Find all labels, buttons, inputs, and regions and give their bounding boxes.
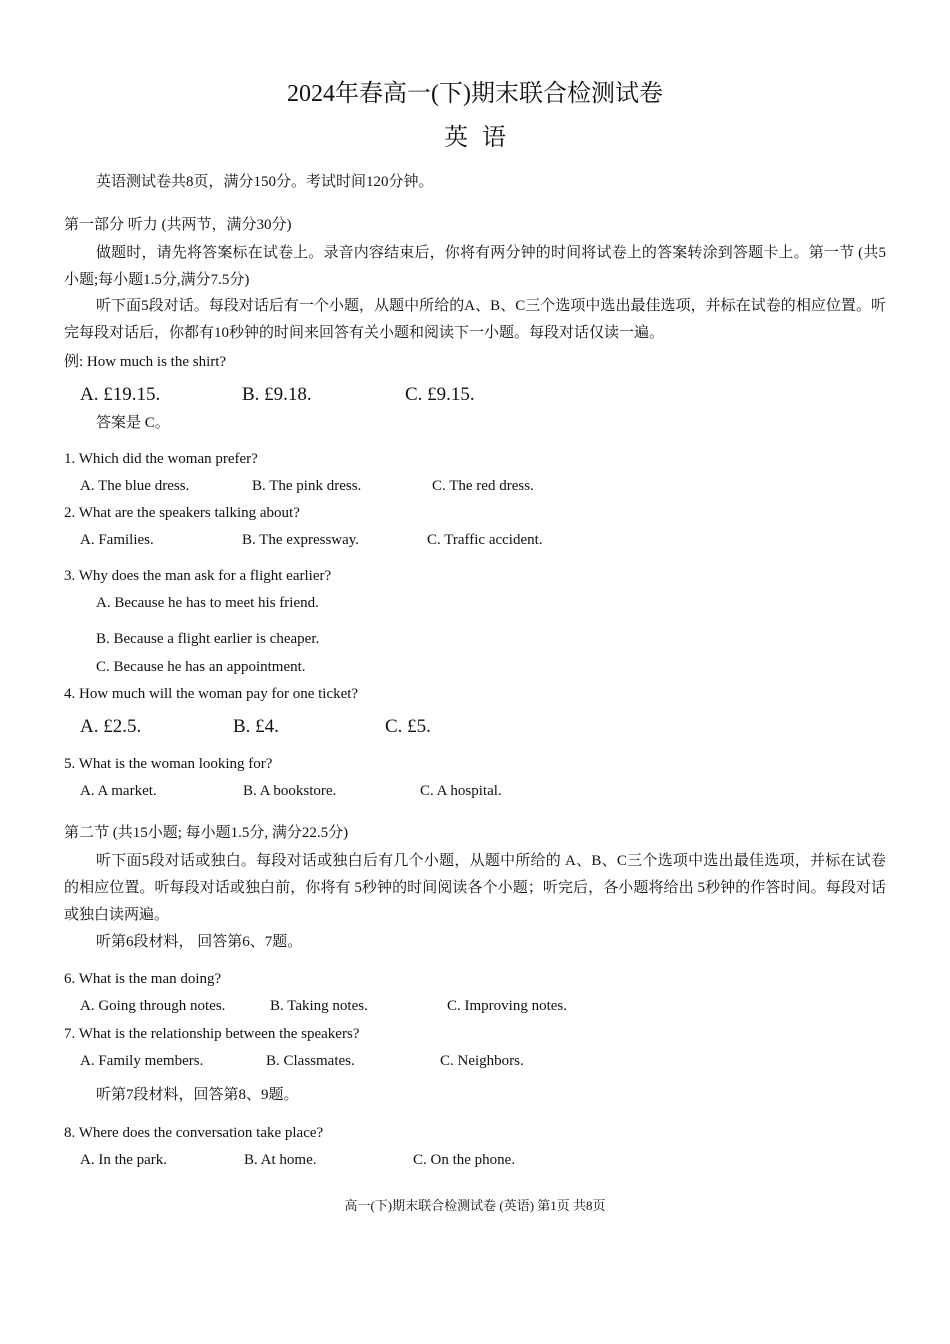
q2-option-b: B. The expressway. bbox=[242, 532, 360, 548]
q8-option-b: B. At home. bbox=[244, 1152, 317, 1168]
part2-instruction: 听下面5段对话或独白。每段对话或独白后有几个小题，从题中所给的 A、B、C三个选项中选出最佳选项，并标在试卷的相应位置。听每段对话或独白前，你将有 5秒钟的时间阅读各个小题；听完后，各小题将给出 5秒钟的作答时间。每段对话或独白读两遍。 bbox=[64, 853, 886, 923]
part1-instruction: 做题时，请先将答案标在试卷上。录音内容结束后，你将有两分钟的时间将试卷上的答案转涂到答题卡上。第一节 (共5小题;每小题1.5分,满分7.5分) bbox=[64, 245, 886, 288]
question-6: 6. What is the man doing? bbox=[64, 971, 222, 987]
question-2: 2. What are the speakers talking about? bbox=[64, 505, 300, 521]
part2-heading: 第二节 (共15小题; 每小题1.5分, 满分22.5分) bbox=[64, 825, 349, 841]
q2-option-c: C. Traffic accident. bbox=[427, 532, 543, 548]
example-option-c: C. £9.15. bbox=[405, 384, 475, 405]
q4-option-a: A. £2.5. bbox=[80, 716, 142, 737]
example-answer: 答案是 C。 bbox=[96, 415, 170, 431]
question-3: 3. Why does the man ask for a flight earlier? bbox=[64, 568, 332, 584]
q7-option-b: B. Classmates. bbox=[266, 1053, 355, 1069]
subject-title: 英语 bbox=[444, 125, 520, 151]
q7-option-a: A. Family members. bbox=[80, 1053, 204, 1069]
q3-option-c: C. Because he has an appointment. bbox=[96, 659, 306, 675]
q4-option-b: B. £4. bbox=[233, 716, 279, 737]
part1-heading: 第一部分 听力 (共两节，满分30分) bbox=[64, 217, 292, 233]
page-footer: 高一(下)期末联合检测试卷 (英语) 第1页 共8页 bbox=[344, 1198, 606, 1213]
exam-title: 2024年春高一(下)期末联合检测试卷 bbox=[287, 81, 663, 107]
q8-option-c: C. On the phone. bbox=[413, 1152, 516, 1168]
material-6-note: 听第6段材料， 回答第6、7题。 bbox=[96, 934, 303, 950]
q1-option-a: A. The blue dress. bbox=[80, 478, 190, 494]
q6-option-a: A. Going through notes. bbox=[80, 998, 226, 1014]
example-option-a: A. £19.15. bbox=[80, 384, 161, 405]
q6-option-c: C. Improving notes. bbox=[447, 998, 567, 1014]
question-1: 1. Which did the woman prefer? bbox=[64, 451, 258, 467]
q5-option-b: B. A bookstore. bbox=[243, 783, 337, 799]
q4-option-c: C. £5. bbox=[385, 716, 431, 737]
question-7: 7. What is the relationship between the speakers? bbox=[64, 1026, 360, 1042]
example-question: 例: How much is the shirt? bbox=[64, 354, 227, 370]
q7-option-c: C. Neighbors. bbox=[440, 1053, 524, 1069]
q5-option-c: C. A hospital. bbox=[420, 783, 502, 799]
q8-option-a: A. In the park. bbox=[80, 1152, 168, 1168]
section1-instruction: 听下面5段对话。每段对话后有一个小题，从题中所给的A、B、C三个选项中选出最佳选项，并标在试卷的相应位置。听完每段对话后，你都有10秒钟的时间来回答有关小题和阅读下一小题。每段对话仅读一遍。 bbox=[64, 298, 886, 341]
q3-option-a: A. Because he has to meet his friend. bbox=[96, 595, 319, 611]
q3-option-b: B. Because a flight earlier is cheaper. bbox=[96, 631, 320, 647]
exam-intro: 英语测试卷共8页，满分150分。考试时间120分钟。 bbox=[96, 174, 434, 190]
question-4: 4. How much will the woman pay for one ticket? bbox=[64, 686, 359, 702]
q1-option-b: B. The pink dress. bbox=[252, 478, 362, 494]
q1-option-c: C. The red dress. bbox=[432, 478, 534, 494]
q2-option-a: A. Families. bbox=[80, 532, 154, 548]
question-8: 8. Where does the conversation take place? bbox=[64, 1125, 324, 1141]
example-option-b: B. £9.18. bbox=[242, 384, 312, 405]
q6-option-b: B. Taking notes. bbox=[270, 998, 368, 1014]
q5-option-a: A. A market. bbox=[80, 783, 157, 799]
material-7-note: 听第7段材料，回答第8、9题。 bbox=[96, 1087, 299, 1103]
question-5: 5. What is the woman looking for? bbox=[64, 756, 273, 772]
